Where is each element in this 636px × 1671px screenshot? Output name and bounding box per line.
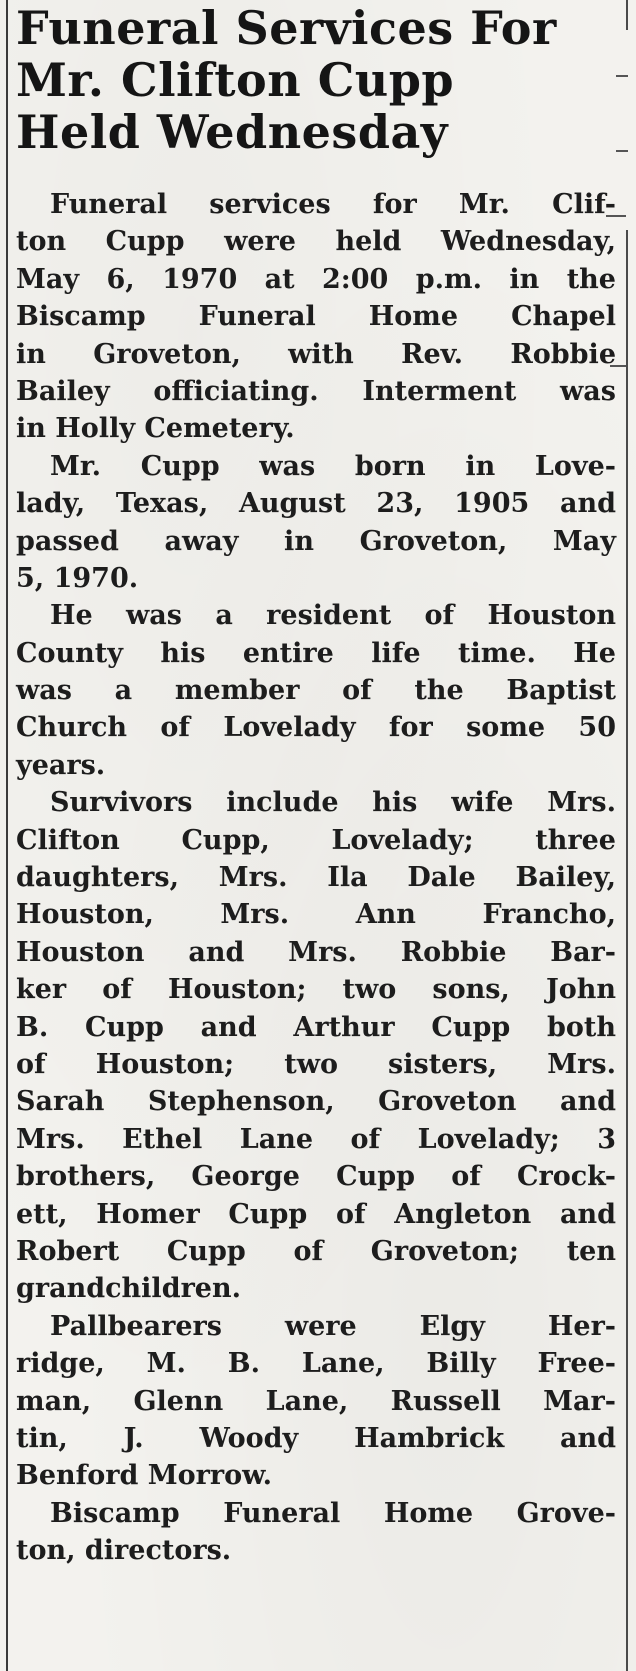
paragraph-line: Houston and Mrs. Robbie Bar- [16, 936, 616, 968]
paragraph-line: Houston, Mrs. Ann Francho, [16, 899, 616, 931]
paragraph-line: County his entire life time. He [16, 637, 616, 669]
paragraph-line: Robert Cupp of Groveton; ten [16, 1235, 616, 1267]
column-rule-left [6, 0, 8, 1671]
paragraph-line: Mr. Cupp was born in Love- [50, 450, 616, 482]
margin-tick [616, 150, 628, 152]
article-paragraph [16, 1308, 616, 1495]
paragraph-line: man, Glenn Lane, Russell Mar- [16, 1385, 616, 1417]
paragraph-line: Bailey officiating. Interment was [16, 375, 616, 407]
paragraph-line: ton Cupp were held Wednesday, [16, 226, 616, 258]
paragraph-line: ker of Houston; two sons, John [16, 974, 616, 1006]
headline-line: Mr. Clifton Cupp [16, 53, 455, 107]
headline-line: Held Wednesday [16, 105, 449, 159]
paragraph-line: brothers, George Cupp of Crock- [16, 1161, 616, 1193]
margin-tick [616, 75, 628, 77]
paragraph-line: lady, Texas, August 23, 1905 and [16, 488, 616, 520]
paragraph-line: of Houston; two sisters, Mrs. [16, 1048, 616, 1080]
paragraph-line: Funeral services for Mr. Clif- [50, 189, 616, 220]
paragraph-line: ton, directors. [16, 1535, 232, 1567]
article-paragraph [16, 597, 616, 784]
paragraph-line: Mrs. Ethel Lane of Lovelady; 3 [16, 1123, 616, 1155]
paragraph-line: B. Cupp and Arthur Cupp both [16, 1011, 616, 1043]
paragraph-line: Church of Lovelady for some 50 [16, 712, 616, 744]
paragraph-line: Biscamp Funeral Home Chapel [16, 301, 616, 333]
paragraph-line: Benford Morrow. [16, 1460, 273, 1492]
paragraph-line: ett, Homer Cupp of Angleton and [16, 1198, 616, 1230]
paragraph-line: Clifton Cupp, Lovelady; three [16, 824, 616, 856]
paragraph-line: grandchildren. [16, 1273, 242, 1305]
paragraph-line: passed away in Groveton, May [16, 525, 616, 557]
article-paragraph [16, 448, 616, 598]
column-rule-right-top [626, 0, 628, 30]
paragraph-line: Pallbearers were Elgy Her- [50, 1310, 616, 1342]
paragraph-line: tin, J. Woody Hambrick and [16, 1422, 616, 1454]
article-paragraph [16, 784, 616, 1307]
paragraph-line: was a member of the Baptist [16, 675, 616, 707]
article-body [16, 186, 616, 1569]
paragraph-line: ridge, M. B. Lane, Billy Free- [16, 1348, 616, 1380]
paragraph-line: He was a resident of Houston [50, 600, 616, 632]
article-column [16, 2, 616, 1569]
article-headline [16, 2, 616, 158]
article-paragraph [16, 186, 616, 448]
paragraph-line: years. [16, 749, 106, 781]
paragraph-line: in Groveton, with Rev. Robbie [16, 338, 616, 370]
column-rule-right [626, 230, 628, 1671]
paragraph-line: 5, 1970. [16, 562, 139, 594]
paragraph-line: Sarah Stephenson, Groveton and [16, 1086, 616, 1118]
paragraph-line: Survivors include his wife Mrs. [50, 787, 616, 819]
article-paragraph [16, 1495, 616, 1570]
paragraph-line: May 6, 1970 at 2:00 p.m. in the [16, 263, 616, 295]
headline-line: Funeral Services For [16, 1, 557, 55]
paragraph-line: Biscamp Funeral Home Grove- [50, 1497, 616, 1529]
paragraph-line: in Holly Cemetery. [16, 413, 295, 445]
paragraph-line: daughters, Mrs. Ila Dale Bailey, [16, 862, 616, 894]
